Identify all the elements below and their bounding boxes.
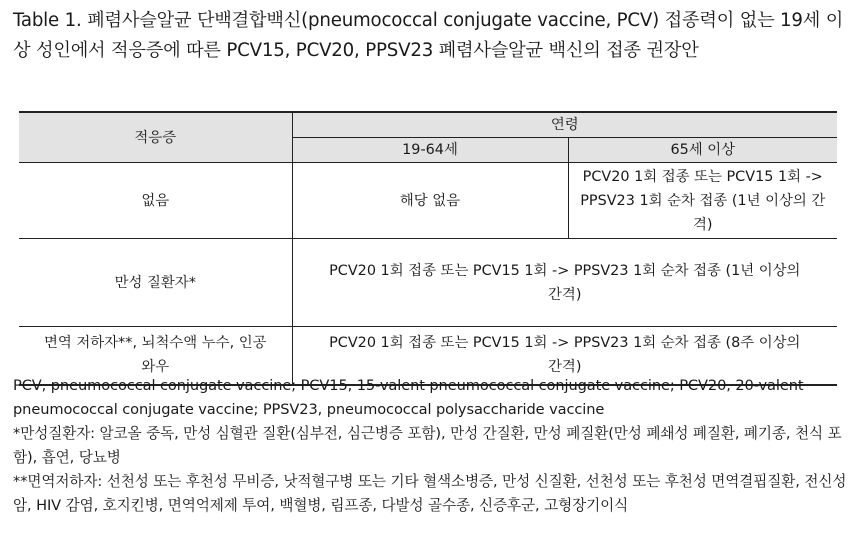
chronic-disease-note: *만성질환자: 알코올 중독, 만성 심혈관 질환(심부전, 심근병증 포함), 만성 간질환, 만성 폐질환(만성 폐쇄성 폐질환, 폐기종, 천식 포함), 흡연, 당뇨병 (13, 425, 842, 466)
row-all-ages-value: PCV20 1회 접종 또는 PCV15 1회 -> PPSV23 1회 순차 접종 (8주 이상의 간격) (292, 327, 837, 385)
footnotes (13, 374, 849, 518)
header-age-65-plus: 65세 이상 (568, 138, 837, 163)
table-row (19, 239, 837, 327)
table-title: Table 1. 폐렴사슬알균 단백결합백신(pneumococcal conjugate vaccine, PCV) 접종력이 없는 19세 이상 성인에서 적응증에 따른 PCV15, PCV20, PPSV23 폐렴사슬알균 백신의 접종 권장안 (13, 10, 844, 61)
row-indication: 없음 (19, 163, 292, 239)
row-19-64-value: 해당 없음 (292, 163, 568, 239)
abbreviation-note: PCV, pneumococcal conjugate vaccine; PCV15, 15-valent pneumococcal conjugate vaccine; PCV20, 20-valent pneumococcal conjugate vaccine; PPSV23, pneumococcal polysaccharide vaccine (13, 377, 804, 418)
row-indication: 면역 저하자**, 뇌척수액 누수, 인공 와우 (19, 327, 292, 385)
immunocompromised-note: **면역저하자: 선천성 또는 후천성 무비증, 낫적혈구병 또는 기타 혈색소병증, 만성 신질환, 선천성 또는 후천성 면역결핍질환, 전신성 암, HIV 감염, 호지킨병, 면역억제제 투여, 백혈병, 림프종, 다발성 골수종, 신증후군, 고형장기이식 (13, 473, 847, 514)
header-age-19-64: 19-64세 (292, 138, 568, 163)
row-indication: 만성 질환자* (19, 239, 292, 327)
row-65-plus-value: PCV20 1회 접종 또는 PCV15 1회 -> PPSV23 1회 순차 접종 (1년 이상의 간격) (568, 163, 837, 239)
header-indication: 적응증 (19, 112, 292, 163)
table-row (19, 163, 837, 239)
vaccine-recommendation-table (19, 111, 837, 386)
header-age: 연령 (292, 112, 837, 138)
row-all-ages-value: PCV20 1회 접종 또는 PCV15 1회 -> PPSV23 1회 순차 접종 (1년 이상의 간격) (292, 239, 837, 327)
